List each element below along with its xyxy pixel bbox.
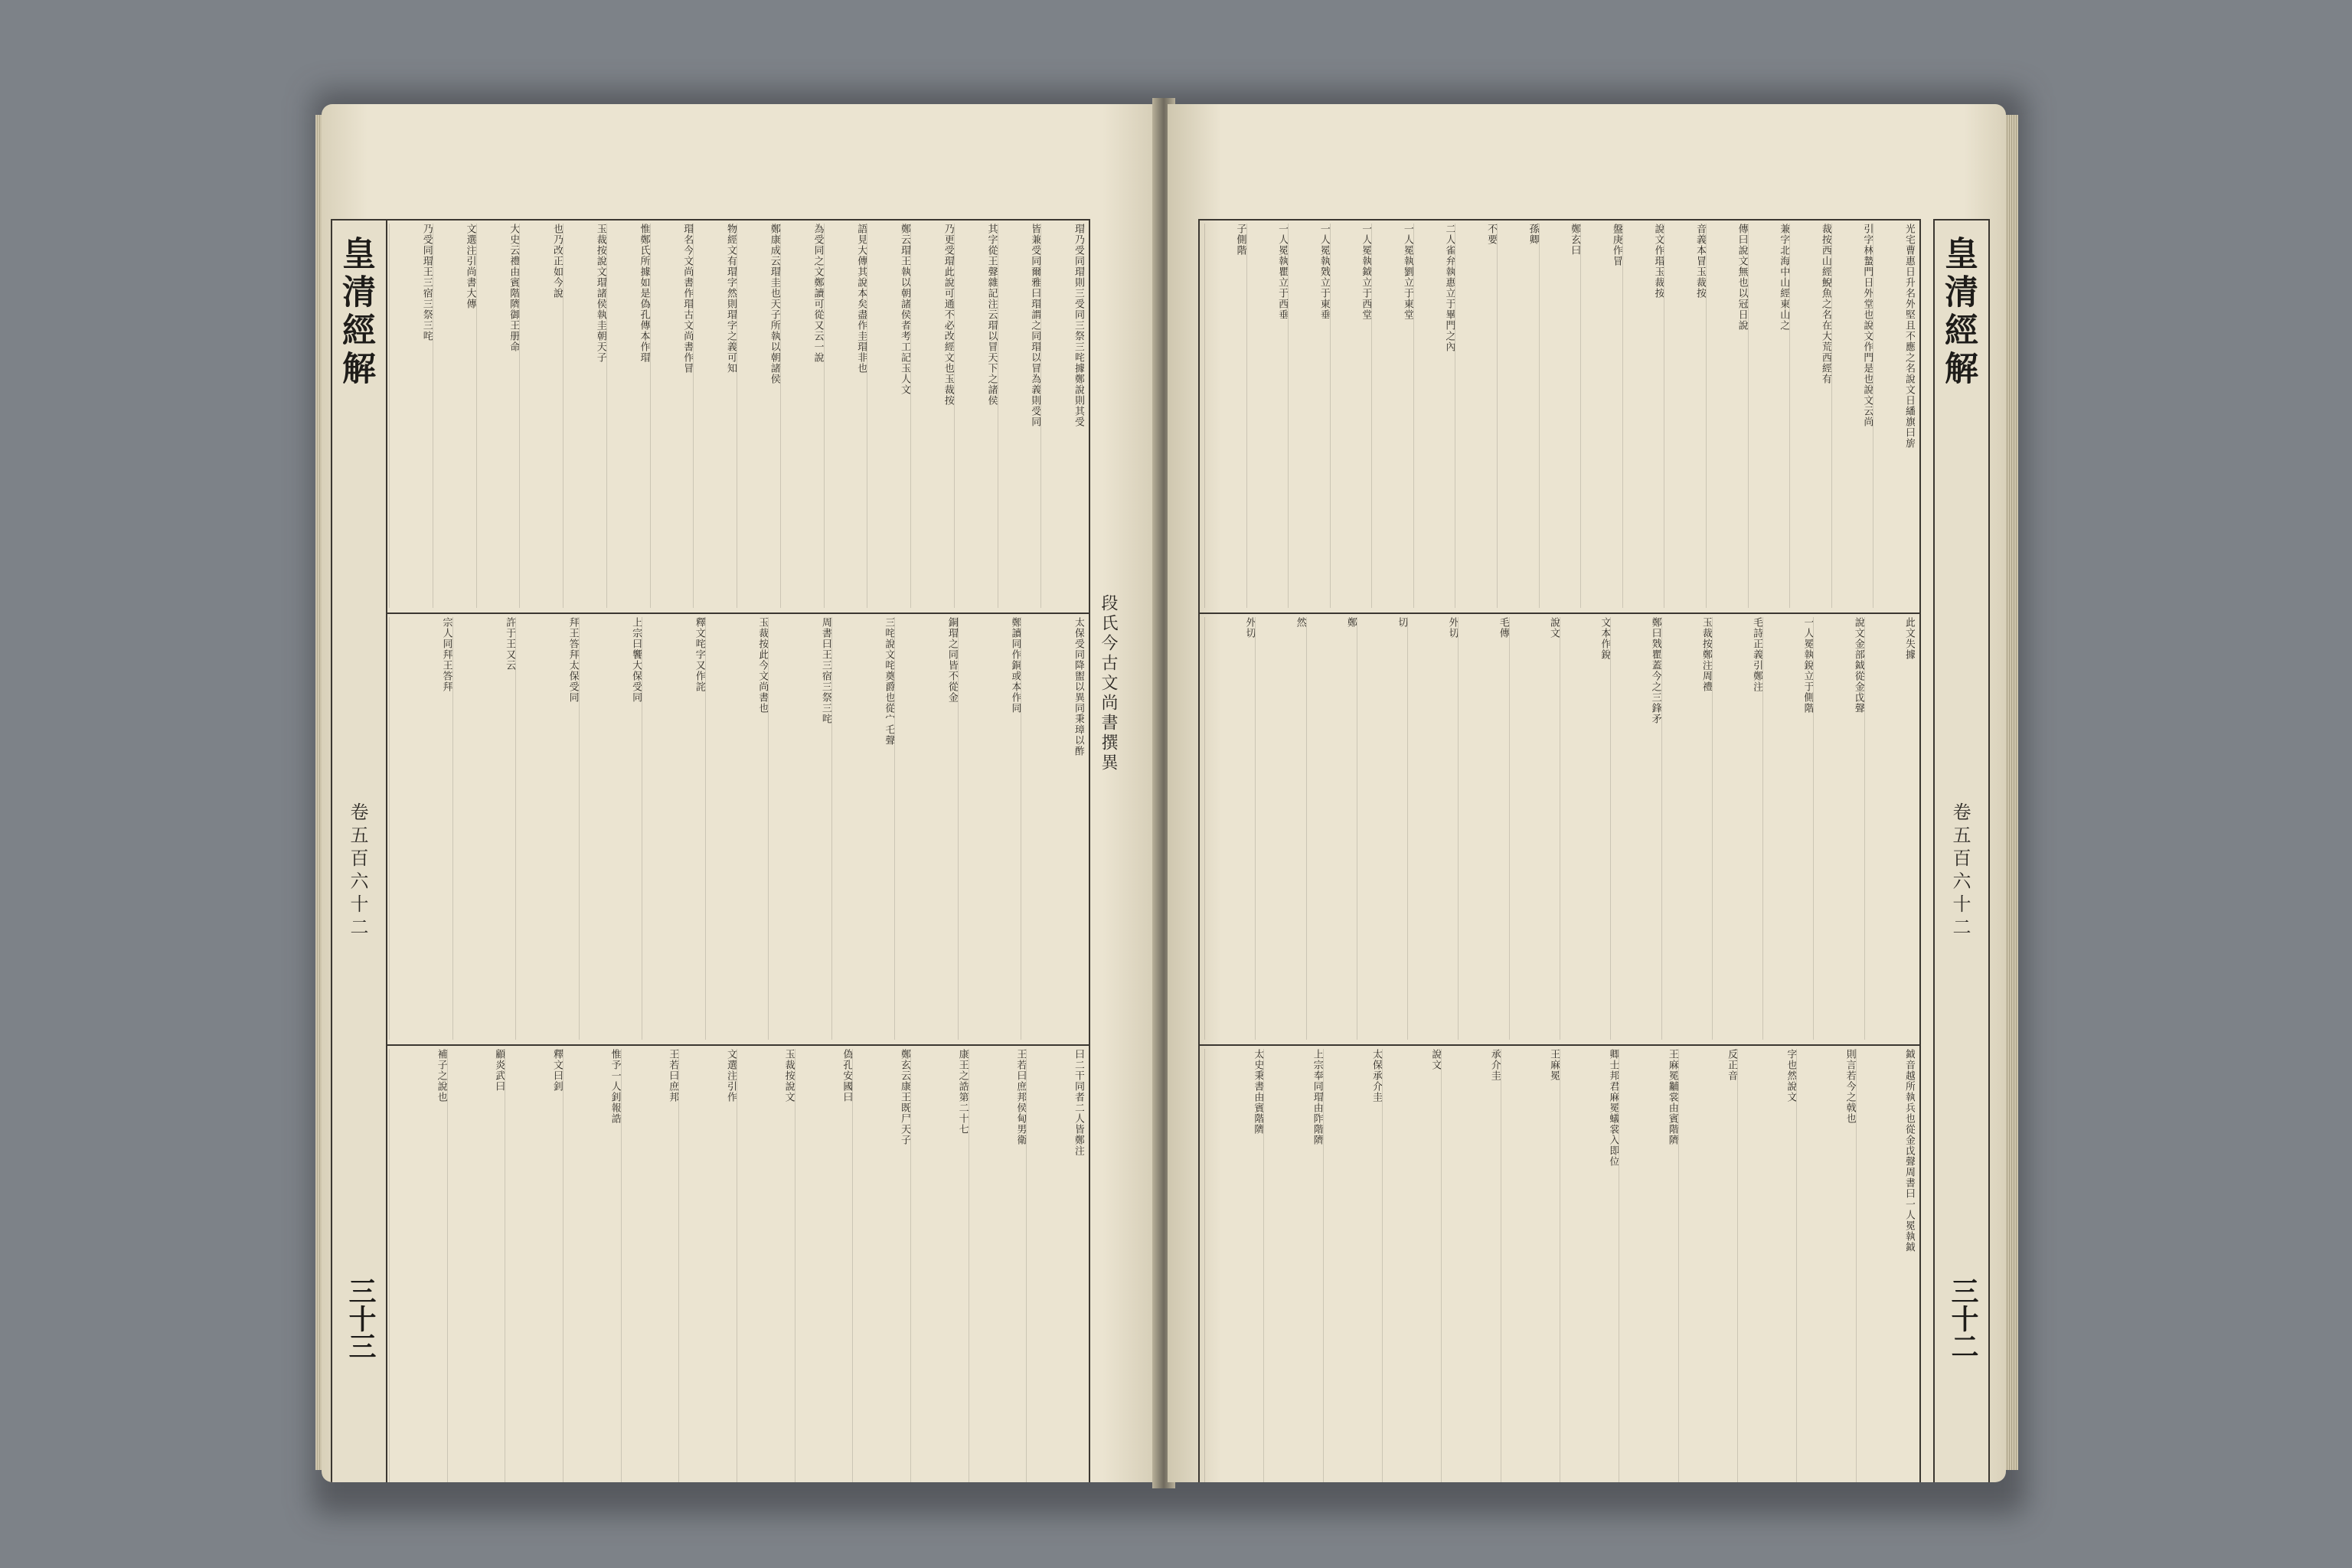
right-bottom-band [1200,1046,1919,1482]
text-column: 大史云禮由賓階隮御王册命 [476,224,520,608]
text-column: 王麻冕黼裳由賓階隮 [1619,1049,1677,1482]
text-column: 偽孔安國曰 [795,1049,853,1482]
text-column: 太史秉書由賓階隮 [1204,1049,1263,1482]
text-column: 反正音 [1678,1049,1737,1482]
volume-left: 卷五百六十二 [347,802,368,940]
text-column: 字也然說文 [1737,1049,1796,1482]
text-column: 一人冕執銳立于側階 [1762,617,1813,1040]
text-column: 語見大傳其說本矣盡作圭瑁非也 [824,224,867,608]
text-column: 上宗奉同瑁由阼階隮 [1263,1049,1322,1482]
text-column: 宗人同拜王答拜 [389,617,452,1040]
text-column: 許于王又云 [452,617,516,1040]
right-page [1168,104,2006,1482]
text-column: 此文失據 [1864,617,1915,1040]
text-column: 上宗曰饗大保受同 [579,617,642,1040]
right-middle-columns [1200,614,1919,1043]
left-title-strip [331,219,387,1482]
left-middle-band [384,614,1089,1043]
text-column: 瑁乃受同瑁則三受同三祭三咤據鄭說則其受 [1040,224,1084,608]
text-column: 玉裁按鄭注周禮 [1661,617,1712,1040]
text-column: 孫卿 [1497,224,1539,608]
text-column: 然 [1255,617,1305,1040]
text-column: 鄭云瑁王執以朝諸侯者考工記玉人文 [867,224,910,608]
text-column: 不要 [1455,224,1497,608]
text-column: 一人冕執瞿立于西垂 [1246,224,1289,608]
text-column: 傳曰說文無也以冠日說 [1706,224,1748,608]
text-column: 物經文有瑁字然則瑁字之義可知 [693,224,737,608]
text-column: 王若曰庶邦侯甸男衛 [969,1049,1027,1482]
book-title-right: 皇清經解 [1939,236,1978,389]
left-top-columns [384,220,1089,611]
text-column: 鄭讀同作銅或本作同 [958,617,1021,1040]
left-bottom-columns [384,1046,1089,1482]
text-column: 音義本冒玉裁按 [1664,224,1706,608]
text-column: 鄭曰戣瞿蓋今之三鋒矛 [1610,617,1661,1040]
text-column: 玉裁按說文 [737,1049,795,1482]
text-column: 玉裁按說文瑁諸侯執圭朝天子 [563,224,606,608]
text-column: 惟鄭氏所據如是偽孔傳本作瑁 [606,224,650,608]
text-column: 皆兼受同爾雅曰瑁謂之同瑁以冒為義則受同 [998,224,1041,608]
text-column: 曰二干同者二人皆鄭注 [1026,1049,1084,1482]
text-column: 銅瑁之同皆不從金 [894,617,958,1040]
right-text-frame [1198,219,1921,1482]
text-column: 切 [1357,617,1407,1040]
text-column: 說文 [1509,617,1560,1040]
text-column: 王麻冕 [1501,1049,1560,1482]
text-column: 光宅曹惠日升名外堅且不應之名說文日繙旗曰旂 [1873,224,1915,608]
text-column: 盤庚作冒 [1580,224,1622,608]
text-column: 承介圭 [1441,1049,1500,1482]
book-title-left: 皇清經解 [336,236,375,389]
left-bottom-band [384,1046,1089,1482]
text-column: 毛傳 [1458,617,1508,1040]
text-column: 外切 [1204,617,1255,1040]
text-column: 外切 [1407,617,1458,1040]
text-column: 子側階 [1204,224,1246,608]
text-column: 周書曰王三宿三祭三咤 [768,617,831,1040]
text-column: 則言若今之戟也 [1796,1049,1855,1482]
text-column: 說文 [1382,1049,1441,1482]
right-bottom-columns [1200,1046,1919,1482]
text-column: 其字從王聲雜記注云瑁以冒天下之諸侯 [954,224,998,608]
text-column: 文選注引作 [678,1049,737,1482]
left-middle-columns [384,614,1089,1043]
text-column: 裁按西山經鯢魚之名在大荒西經有 [1789,224,1831,608]
right-top-columns [1200,220,1919,611]
text-column: 康王之誥第二十七 [910,1049,969,1482]
text-column: 太保承介圭 [1323,1049,1382,1482]
text-column: 引字林蟄門日外堂也說文作門是也說文云尚 [1831,224,1873,608]
text-column: 王若曰庶邦 [621,1049,679,1482]
text-column: 一人冕執戣立于東垂 [1288,224,1330,608]
text-column: 文選注引尚書大傳 [433,224,476,608]
text-column: 說文金部鉞從金戉聲 [1813,617,1864,1040]
text-column: 乃更受瑁此說可通不必改經文也玉裁按 [910,224,954,608]
text-column: 毛詩正義引鄭注 [1712,617,1762,1040]
text-column: 鄭玄云康王既尸天子 [852,1049,910,1482]
section-title-left: 段氏今古文尚書撰異 [1099,594,1118,773]
text-column: 兼字北海中山經東山之 [1748,224,1790,608]
right-top-band [1200,220,1919,611]
text-column: 拜王答拜太保受同 [515,617,579,1040]
text-column: 二人雀弁執惠立于畢門之內 [1413,224,1455,608]
text-column: 鉞音越所執兵也從金戉聲周書曰一人冕執鉞 [1856,1049,1915,1482]
text-column: 為受同之文鄭讀可從又云一說 [780,224,824,608]
text-column: 釋文咤字又作詫 [642,617,705,1040]
text-column: 補子之說也 [389,1049,447,1482]
text-column: 惟予一人釗報誥 [563,1049,621,1482]
text-column: 鄭康成云瑁圭也天子所執以朝諸侯 [737,224,780,608]
text-column: 也乃改正如今說 [519,224,563,608]
text-column: 瑁名今文尚書作瑁古文尚書作冒 [650,224,694,608]
left-page [322,104,1160,1482]
volume-right: 卷五百六十二 [1949,802,1971,940]
text-column: 一人冕執鉞立于西堂 [1330,224,1372,608]
text-column: 卿士邦君麻冕蟻裳入即位 [1560,1049,1619,1482]
text-column: 顧炎武曰 [447,1049,505,1482]
left-text-frame [383,219,1090,1482]
text-column: 太保受同降盥以異同秉璋以酢 [1021,617,1084,1040]
text-column: 鄭 [1306,617,1357,1040]
text-column: 文本作銳 [1560,617,1610,1040]
text-column: 一人冕執劉立于東堂 [1371,224,1413,608]
right-title-strip [1933,219,1990,1482]
text-column: 釋文曰釗 [505,1049,563,1482]
folio-right: 三十二 [1947,1277,1979,1360]
text-column: 乃受同瑁王三宿三祭三咤 [389,224,433,608]
text-column: 鄭玄曰 [1539,224,1581,608]
left-top-band [384,220,1089,611]
text-column: 說文作瑁玉裁按 [1622,224,1664,608]
folio-left: 三十三 [345,1277,377,1360]
right-middle-band [1200,614,1919,1043]
text-column: 三咤說文咤奠爵也從宀乇聲 [831,617,895,1040]
text-column: 玉裁按此今文尚書也 [705,617,769,1040]
